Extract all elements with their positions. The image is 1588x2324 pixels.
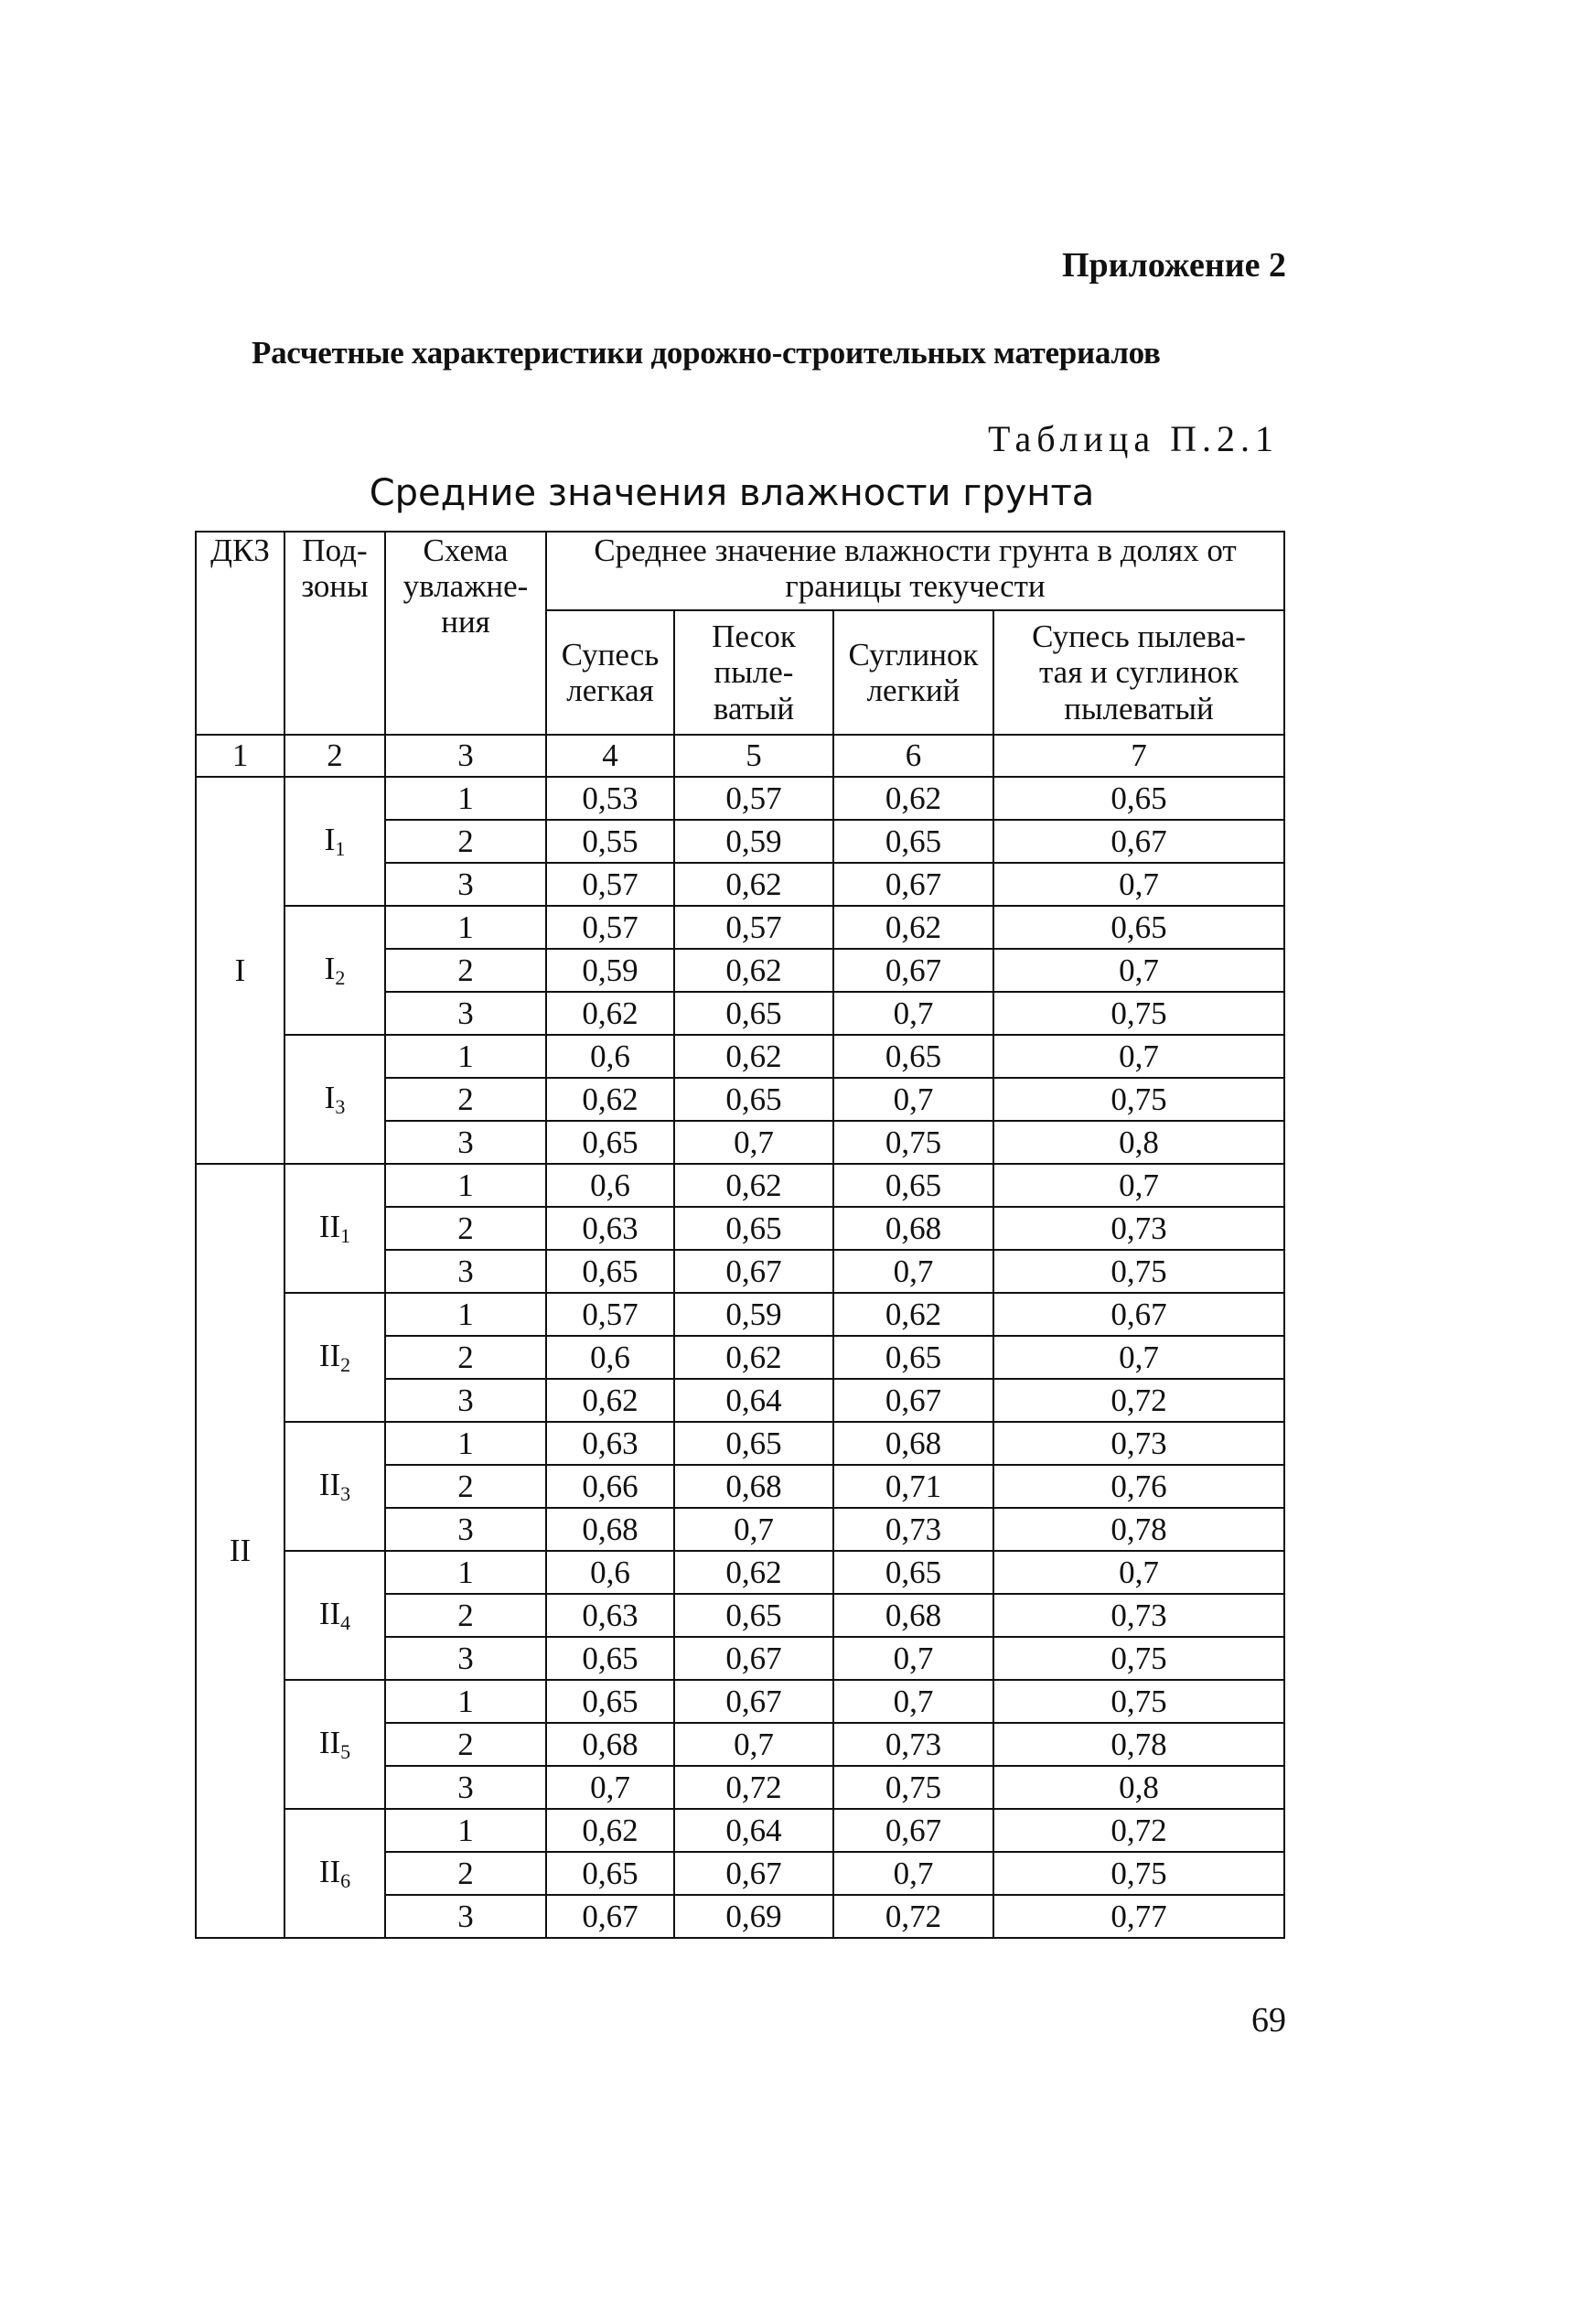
value-cell: 0,6 (546, 1164, 674, 1207)
value-cell: 0,8 (993, 1121, 1284, 1164)
value-cell: 0,75 (993, 1680, 1284, 1723)
value-cell: 0,68 (833, 1207, 993, 1250)
subzone-index: 5 (340, 1740, 351, 1764)
value-cell: 0,7 (833, 1078, 993, 1121)
value-cell: 0,75 (993, 1078, 1284, 1121)
value-cell: 0,63 (546, 1422, 674, 1465)
value-cell: 0,67 (833, 1379, 993, 1422)
header-mean-value: Среднее значение влажности грунта в долях от границы текучести (546, 532, 1284, 610)
scheme-cell: 2 (385, 820, 546, 863)
column-number-cell: 2 (284, 735, 385, 777)
value-cell: 0,6 (546, 1551, 674, 1594)
value-cell: 0,75 (993, 992, 1284, 1035)
value-cell: 0,65 (546, 1121, 674, 1164)
scheme-cell: 2 (385, 1594, 546, 1637)
scheme-cell: 2 (385, 1852, 546, 1895)
column-number-cell: 6 (833, 735, 993, 777)
value-cell: 0,7 (833, 1852, 993, 1895)
value-cell: 0,7 (674, 1723, 833, 1766)
zone-cell: II (196, 1164, 284, 1938)
value-cell: 0,57 (674, 777, 833, 820)
subzone-cell: $II_3$ (284, 1422, 385, 1551)
value-cell: 0,64 (674, 1809, 833, 1852)
value-cell: 0,7 (546, 1766, 674, 1809)
value-cell: 0,62 (674, 949, 833, 992)
table-number: Таблица П.2.1 (988, 418, 1279, 459)
value-cell: 0,67 (546, 1895, 674, 1938)
subzone-cell: $II_4$ (284, 1551, 385, 1680)
scheme-cell: 2 (385, 1465, 546, 1508)
value-cell: 0,6 (546, 1336, 674, 1379)
value-cell: 0,67 (993, 1293, 1284, 1336)
header-silty-mix: Супесь пылева- тая и суглинок пылеватый (993, 610, 1284, 735)
subzone-cell: $I_3$ (284, 1035, 385, 1164)
column-number-cell: 3 (385, 735, 546, 777)
header-dkz: ДКЗ (196, 532, 284, 735)
value-cell: 0,72 (833, 1895, 993, 1938)
subzone-index: 4 (340, 1611, 351, 1635)
value-cell: 0,67 (674, 1250, 833, 1293)
table-row (196, 1035, 1284, 1078)
column-number-cell: 4 (546, 735, 674, 777)
subzone-index: 1 (340, 1224, 351, 1248)
value-cell: 0,73 (833, 1723, 993, 1766)
value-cell: 0,7 (833, 1680, 993, 1723)
scheme-cell: 3 (385, 1250, 546, 1293)
value-cell: 0,77 (993, 1895, 1284, 1938)
value-cell: 0,76 (993, 1465, 1284, 1508)
value-cell: 0,57 (546, 906, 674, 949)
value-cell: 0,59 (546, 949, 674, 992)
value-cell: 0,73 (833, 1508, 993, 1551)
value-cell: 0,65 (546, 1852, 674, 1895)
value-cell: 0,66 (546, 1465, 674, 1508)
value-cell: 0,62 (546, 1809, 674, 1852)
scheme-cell: 3 (385, 1508, 546, 1551)
table-title: Средние значения влажности грунта (369, 472, 1095, 514)
value-cell: 0,75 (833, 1766, 993, 1809)
value-cell: 0,72 (993, 1809, 1284, 1852)
header-subzone: Под- зоны (284, 532, 385, 735)
table-row (196, 1551, 1284, 1594)
table-row (196, 1293, 1284, 1336)
value-cell: 0,67 (833, 1809, 993, 1852)
scheme-cell: 3 (385, 1766, 546, 1809)
value-cell: 0,64 (674, 1379, 833, 1422)
column-number-cell: 1 (196, 735, 284, 777)
value-cell: 0,59 (674, 1293, 833, 1336)
value-cell: 0,7 (993, 1035, 1284, 1078)
scheme-cell: 1 (385, 906, 546, 949)
value-cell: 0,65 (833, 1164, 993, 1207)
value-cell: 0,68 (833, 1422, 993, 1465)
value-cell: 0,65 (993, 906, 1284, 949)
value-cell: 0,65 (833, 1551, 993, 1594)
column-number-row (196, 735, 1284, 777)
scheme-cell: 1 (385, 1551, 546, 1594)
scheme-cell: 1 (385, 1164, 546, 1207)
value-cell: 0,62 (674, 1551, 833, 1594)
subzone-cell: $II_1$ (284, 1164, 385, 1293)
scheme-cell: 3 (385, 992, 546, 1035)
value-cell: 0,71 (833, 1465, 993, 1508)
value-cell: 0,8 (993, 1766, 1284, 1809)
value-cell: 0,73 (993, 1594, 1284, 1637)
scheme-cell: 1 (385, 1680, 546, 1723)
column-number-cell: 5 (674, 735, 833, 777)
scheme-cell: 2 (385, 1207, 546, 1250)
value-cell: 0,73 (993, 1422, 1284, 1465)
value-cell: 0,65 (674, 1078, 833, 1121)
value-cell: 0,75 (833, 1121, 993, 1164)
value-cell: 0,62 (674, 1336, 833, 1379)
value-cell: 0,55 (546, 820, 674, 863)
scheme-cell: 2 (385, 1723, 546, 1766)
table-row (196, 1422, 1284, 1465)
value-cell: 0,65 (833, 1035, 993, 1078)
page-number: 69 (1251, 2001, 1286, 2039)
scheme-cell: 3 (385, 1637, 546, 1680)
value-cell: 0,75 (993, 1852, 1284, 1895)
zone-cell: I (196, 777, 284, 1164)
value-cell: 0,67 (674, 1637, 833, 1680)
table-row (196, 777, 1284, 820)
scheme-cell: 1 (385, 1293, 546, 1336)
header-silty-sand: Песок пыле- ватый (674, 610, 833, 735)
subzone-index: 1 (335, 837, 346, 861)
header-scheme: Схема увлажне- ния (385, 532, 546, 735)
value-cell: 0,7 (993, 1551, 1284, 1594)
value-cell: 0,59 (674, 820, 833, 863)
scheme-cell: 1 (385, 1035, 546, 1078)
value-cell: 0,57 (674, 906, 833, 949)
subzone-index: 2 (340, 1353, 351, 1377)
subzone-cell: $II_6$ (284, 1809, 385, 1938)
scheme-cell: 3 (385, 1895, 546, 1938)
scheme-cell: 2 (385, 1336, 546, 1379)
value-cell: 0,72 (993, 1379, 1284, 1422)
subzone-cell: $II_2$ (284, 1293, 385, 1422)
value-cell: 0,67 (833, 949, 993, 992)
value-cell: 0,6 (546, 1035, 674, 1078)
scheme-cell: 1 (385, 1809, 546, 1852)
value-cell: 0,7 (674, 1508, 833, 1551)
value-cell: 0,7 (993, 1164, 1284, 1207)
subzone-index: 2 (335, 966, 346, 990)
value-cell: 0,7 (833, 1637, 993, 1680)
value-cell: 0,7 (674, 1121, 833, 1164)
value-cell: 0,65 (546, 1637, 674, 1680)
value-cell: 0,68 (833, 1594, 993, 1637)
value-cell: 0,63 (546, 1594, 674, 1637)
value-cell: 0,67 (993, 820, 1284, 863)
value-cell: 0,78 (993, 1508, 1284, 1551)
value-cell: 0,73 (993, 1207, 1284, 1250)
scheme-cell: 1 (385, 1422, 546, 1465)
value-cell: 0,67 (833, 863, 993, 906)
subzone-index: 3 (335, 1095, 346, 1119)
subzone-index: 6 (340, 1869, 351, 1893)
value-cell: 0,7 (833, 992, 993, 1035)
value-cell: 0,67 (674, 1852, 833, 1895)
table-row (196, 1164, 1284, 1207)
value-cell: 0,75 (993, 1250, 1284, 1293)
value-cell: 0,65 (674, 1594, 833, 1637)
value-cell: 0,78 (993, 1723, 1284, 1766)
value-cell: 0,68 (546, 1723, 674, 1766)
value-cell: 0,65 (833, 820, 993, 863)
subzone-cell: $I_1$ (284, 777, 385, 906)
header-row-top (196, 532, 1284, 610)
value-cell: 0,67 (674, 1680, 833, 1723)
table-row (196, 1680, 1284, 1723)
value-cell: 0,62 (833, 777, 993, 820)
value-cell: 0,65 (674, 992, 833, 1035)
section-heading: Расчетные характеристики дорожно-строительных материалов (252, 335, 1161, 371)
value-cell: 0,7 (993, 1336, 1284, 1379)
appendix-label: Приложение 2 (1061, 246, 1286, 285)
header-sandy-loam: Супесь легкая (546, 610, 674, 735)
value-cell: 0,57 (546, 863, 674, 906)
table-row (196, 1809, 1284, 1852)
value-cell: 0,62 (674, 1035, 833, 1078)
column-number-cell: 7 (993, 735, 1284, 777)
scheme-cell: 1 (385, 777, 546, 820)
subzone-index: 3 (340, 1482, 351, 1506)
value-cell: 0,62 (546, 1379, 674, 1422)
value-cell: 0,7 (993, 863, 1284, 906)
value-cell: 0,75 (993, 1637, 1284, 1680)
value-cell: 0,62 (546, 992, 674, 1035)
value-cell: 0,62 (674, 1164, 833, 1207)
value-cell: 0,62 (674, 863, 833, 906)
value-cell: 0,65 (546, 1250, 674, 1293)
value-cell: 0,65 (546, 1680, 674, 1723)
value-cell: 0,7 (993, 949, 1284, 992)
value-cell: 0,68 (546, 1508, 674, 1551)
value-cell: 0,68 (674, 1465, 833, 1508)
value-cell: 0,63 (546, 1207, 674, 1250)
subzone-cell: $II_5$ (284, 1680, 385, 1809)
value-cell: 0,7 (833, 1250, 993, 1293)
value-cell: 0,57 (546, 1293, 674, 1336)
value-cell: 0,65 (833, 1336, 993, 1379)
value-cell: 0,62 (833, 1293, 993, 1336)
scheme-cell: 2 (385, 949, 546, 992)
scheme-cell: 3 (385, 1379, 546, 1422)
value-cell: 0,69 (674, 1895, 833, 1938)
value-cell: 0,72 (674, 1766, 833, 1809)
scheme-cell: 3 (385, 863, 546, 906)
subzone-cell: $I_2$ (284, 906, 385, 1035)
value-cell: 0,65 (674, 1207, 833, 1250)
moisture-table (195, 531, 1285, 1939)
header-loam: Суглинок легкий (833, 610, 993, 735)
scheme-cell: 3 (385, 1121, 546, 1164)
value-cell: 0,62 (833, 906, 993, 949)
table-row (196, 906, 1284, 949)
value-cell: 0,65 (993, 777, 1284, 820)
value-cell: 0,53 (546, 777, 674, 820)
scheme-cell: 2 (385, 1078, 546, 1121)
value-cell: 0,62 (546, 1078, 674, 1121)
value-cell: 0,65 (674, 1422, 833, 1465)
